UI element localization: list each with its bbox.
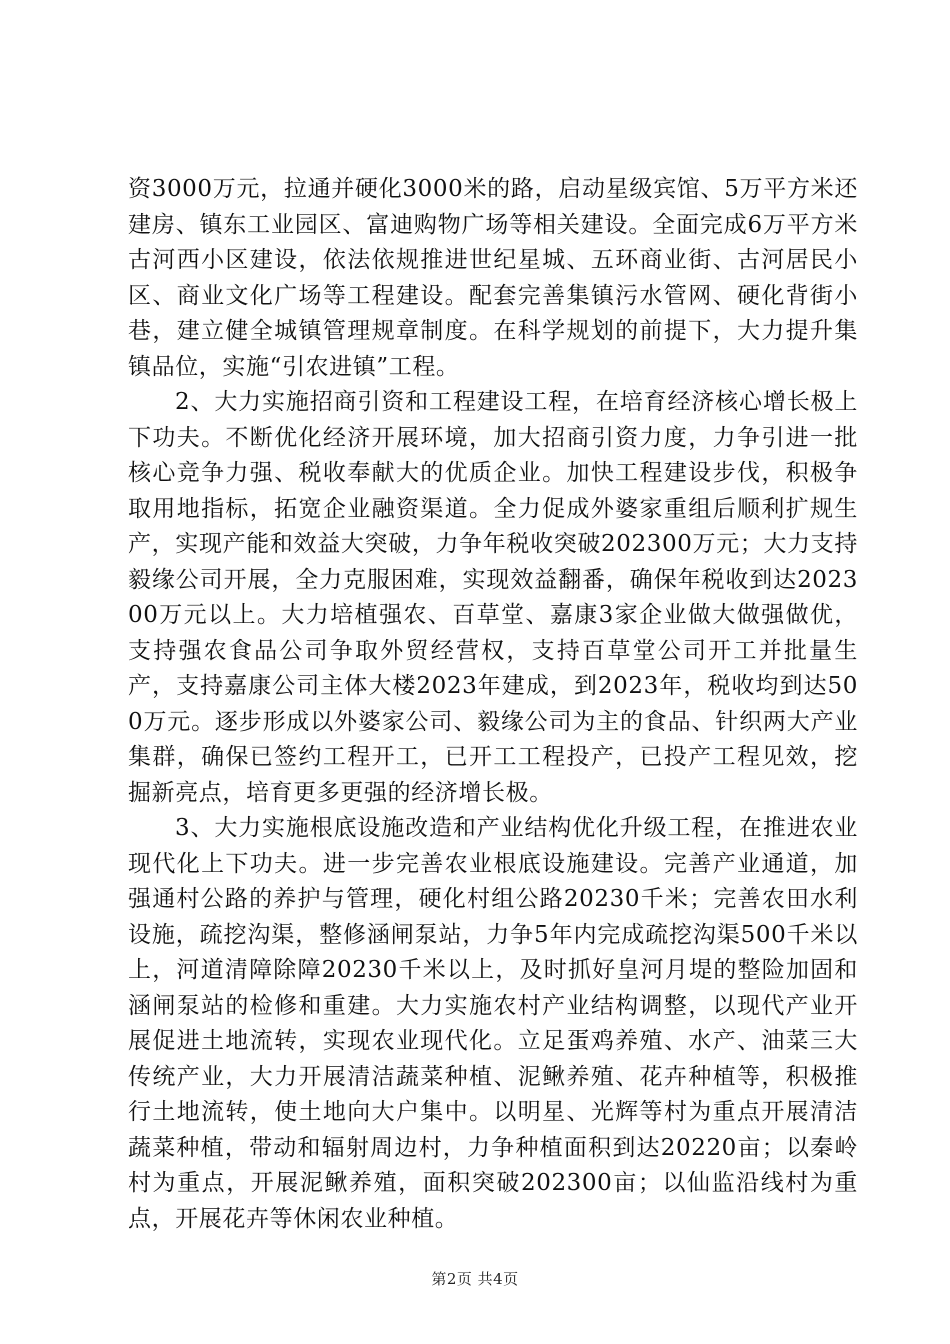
paragraph-3: 3、大力实施根底设施改造和产业结构优化升级工程，在推进农业现代化上下功夫。进一步完善农业根底设施建设。完善产业通道，加强通村公路的养护与管理，硬化村组公路20230千米；完善农田水利设施，疏挖沟渠，整修涵闸泵站，力争5年内完成疏挖沟渠500千米以上，河道清障除障20230千米以上，及时抓好皇河月堤的整险加固和涵闸泵站的检修和重建。大力实施农村产业结构调整，以现代产业开展促进土地流转，实现农业现代化。立足蛋鸡养殖、水产、油菜三大传统产业，大力开展清洁蔬菜种植、泥鳅养殖、花卉种植等，积极推行土地流转，使土地向大户集中。以明星、光辉等村为重点开展清洁蔬菜种植，带动和辐射周边村，力争种植面积到达20220亩；以秦岭村为重点，开展泥鳅养殖，面积突破202300亩；以仙监沿线村为重点，开展花卉等休闲农业种植。: [128, 815, 858, 1232]
paragraph-2: 2、大力实施招商引资和工程建设工程，在培育经济核心增长极上下功夫。不断优化经济开展环境，加大招商引资力度，力争引进一批核心竞争力强、税收奉献大的优质企业。加快工程建设步伐，积极争取用地指标，拓宽企业融资渠道。全力促成外婆家重组后顺利扩规生产，实现产能和效益大突破，力争年税收突破202300万元；大力支持毅缘公司开展，全力克服困难，实现效益翻番，确保年税收到达202300万元以上。大力培植强农、百草堂、嘉康3家企业做大做强做优，支持强农食品公司争取外贸经营权，支持百草堂公司开工并批量生产，支持嘉康公司主体大楼2023年建成，到2023年，税收均到达500万元。逐步形成以外婆家公司、毅缘公司为主的食品、针织两大产业集群，确保已签约工程开工，已开工工程投产，已投产工程见效，挖掘新亮点，培育更多更强的经济增长极。: [128, 389, 858, 806]
document-body: [128, 172, 858, 1237]
page-number-footer: 第2页 共4页: [431, 1270, 519, 1288]
paragraph-1: 资3000万元，拉通并硬化3000米的路，启动星级宾馆、5万平方米还建房、镇东工业园区、富迪购物广场等相关建设。全面完成6万平方米古河西小区建设，依法依规推进世纪星城、五环商业街、古河居民小区、商业文化广场等工程建设。配套完善集镇污水管网、硬化背街小巷，建立健全城镇管理规章制度。在科学规划的前提下，大力提升集镇品位，实施“引农进镇”工程。: [128, 176, 858, 380]
